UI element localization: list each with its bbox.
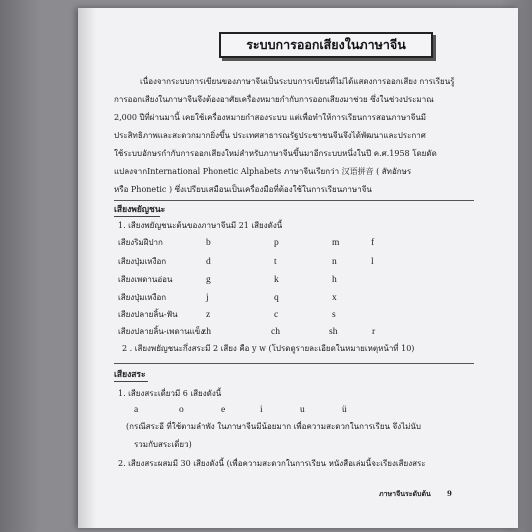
vowel-note-line-2: รวมกับสระเดี่ยว) bbox=[134, 440, 192, 449]
intro-line-6: แปลงจากInternational Phonetic Alphabets ภาษาจีนเรียกว่า 汉语拼音 ( สัทอักษร bbox=[114, 167, 412, 176]
row-label: เสียงปลายลิ้น-ฟัน bbox=[118, 310, 178, 319]
vowel-letter: o bbox=[179, 405, 184, 415]
consonant-letter: m bbox=[332, 238, 340, 248]
footer-page-number: 9 bbox=[447, 489, 452, 498]
row-label: เสียงปุ่มเหงือก bbox=[118, 257, 167, 266]
intro-line-1: เนื่องจากระบบการเขียนของภาษาจีนเป็นระบบการเขียนที่ไม่ได้แสดงการออกเสียง การเรียนรู้ bbox=[140, 77, 455, 86]
consonant-letter: q bbox=[274, 293, 279, 303]
row-label: เสียงปลายลิ้น-เพดานแข็ง bbox=[118, 327, 205, 336]
consonants-heading: เสียงพยัญชนะ bbox=[114, 205, 166, 215]
footer-book-title: ภาษาจีนระดับต้น bbox=[379, 489, 431, 498]
vowel-letter: e bbox=[221, 405, 226, 415]
intro-line-7: หรือ Phonetic ) ซึ่งเปรียบเสมือนเป็นเครื่องมือที่ต้องใช้ในการเรียนภาษาจีน bbox=[114, 185, 372, 194]
consonant-letter: f bbox=[371, 238, 375, 248]
consonant-letter: t bbox=[274, 257, 277, 267]
vowel-letter: i bbox=[260, 405, 263, 415]
semivowel-line: 2 . เสียงพยัญชนะกึ่งสระมี 2 เสียง คือ y w (โปรดดูรายละเอียดในหมายเหตุหน้าที่ 10) bbox=[122, 344, 415, 353]
consonant-letter: n bbox=[332, 257, 337, 267]
consonants-intro: 1. เสียงพยัญชนะต้นของภาษาจีนมี 21 เสียงดังนี้ bbox=[118, 221, 283, 230]
intro-line-5: ใช้ระบบอักษรกำกับการออกเสียงใหม่สำหรับภาษาจีนขึ้นมาอีกระบบหนึ่งในปี ค.ศ.1958 โดยดัด bbox=[114, 149, 437, 158]
vowel-letter: a bbox=[134, 405, 139, 415]
consonant-letter: r bbox=[372, 327, 376, 337]
section-divider bbox=[114, 200, 474, 201]
consonant-letter: ch bbox=[271, 327, 280, 337]
consonant-letter: h bbox=[332, 275, 337, 285]
vowel-letter: ü bbox=[342, 405, 347, 415]
row-label: เสียงปุ่มเหงือก bbox=[118, 293, 167, 302]
consonant-letter: k bbox=[274, 275, 279, 285]
intro-line-3: 2,000 ปีที่ผ่านมานี้ เคยใช้เครื่องหมายกำสองระบบ แต่เพื่อทำให้การเรียนการสอนภาษาจีนมี bbox=[114, 113, 427, 122]
consonant-letter: g bbox=[206, 275, 211, 285]
title-box bbox=[219, 32, 433, 58]
row-label: เสียงริมฝีปาก bbox=[118, 238, 163, 247]
intro-line-4: ประสิทธิภาพและสะดวกมากยิ่งขึ้น ประเทศสาธารณรัฐประชาชนจีนจึงได้พัฒนาและประกาศ bbox=[114, 131, 426, 140]
consonant-letter: z bbox=[206, 310, 211, 320]
consonant-letter: s bbox=[332, 310, 336, 320]
vowel-letter: u bbox=[300, 405, 305, 415]
consonant-letter: j bbox=[206, 293, 209, 303]
vowel-note-line-1: (กรณีสระอี ที่ใช้ตามลำพัง ในภาษาจีนมีน้อยมาก เพื่อความสะดวกในการเรียน จึงไม่นับ bbox=[126, 422, 421, 431]
page-title: ระบบการออกเสียงในภาษาจีน bbox=[246, 37, 406, 52]
row-label: เสียงเพดานอ่อน bbox=[118, 275, 173, 284]
consonant-letter: zh bbox=[202, 327, 211, 337]
compound-vowels-line: 2. เสียงสระผสมมี 30 เสียงดังนี้ (เพื่อความสะดวกในการเรียน หนังสือเล่มนี้จะเรียงเสียงสระ bbox=[118, 459, 426, 468]
vowels-intro: 1. เสียงสระเดี่ยวมี 6 เสียงดังนี้ bbox=[118, 389, 222, 398]
vowels-heading: เสียงสระ bbox=[114, 370, 146, 380]
consonant-letter: l bbox=[371, 257, 374, 267]
intro-line-2: การออกเสียงในภาษาจีนจึงต้องอาศัยเครื่องหมายกำกับการออกเสียงมาช่วย ซึ่งในช่วงประมาณ bbox=[114, 95, 434, 104]
consonant-letter: sh bbox=[329, 327, 338, 337]
consonant-letter: d bbox=[206, 257, 211, 267]
consonant-letter: c bbox=[274, 310, 279, 320]
book-page bbox=[78, 8, 518, 528]
consonant-letter: p bbox=[274, 238, 279, 248]
consonant-letter: x bbox=[332, 293, 337, 303]
section-divider bbox=[114, 363, 474, 364]
consonant-letter: b bbox=[206, 238, 211, 248]
